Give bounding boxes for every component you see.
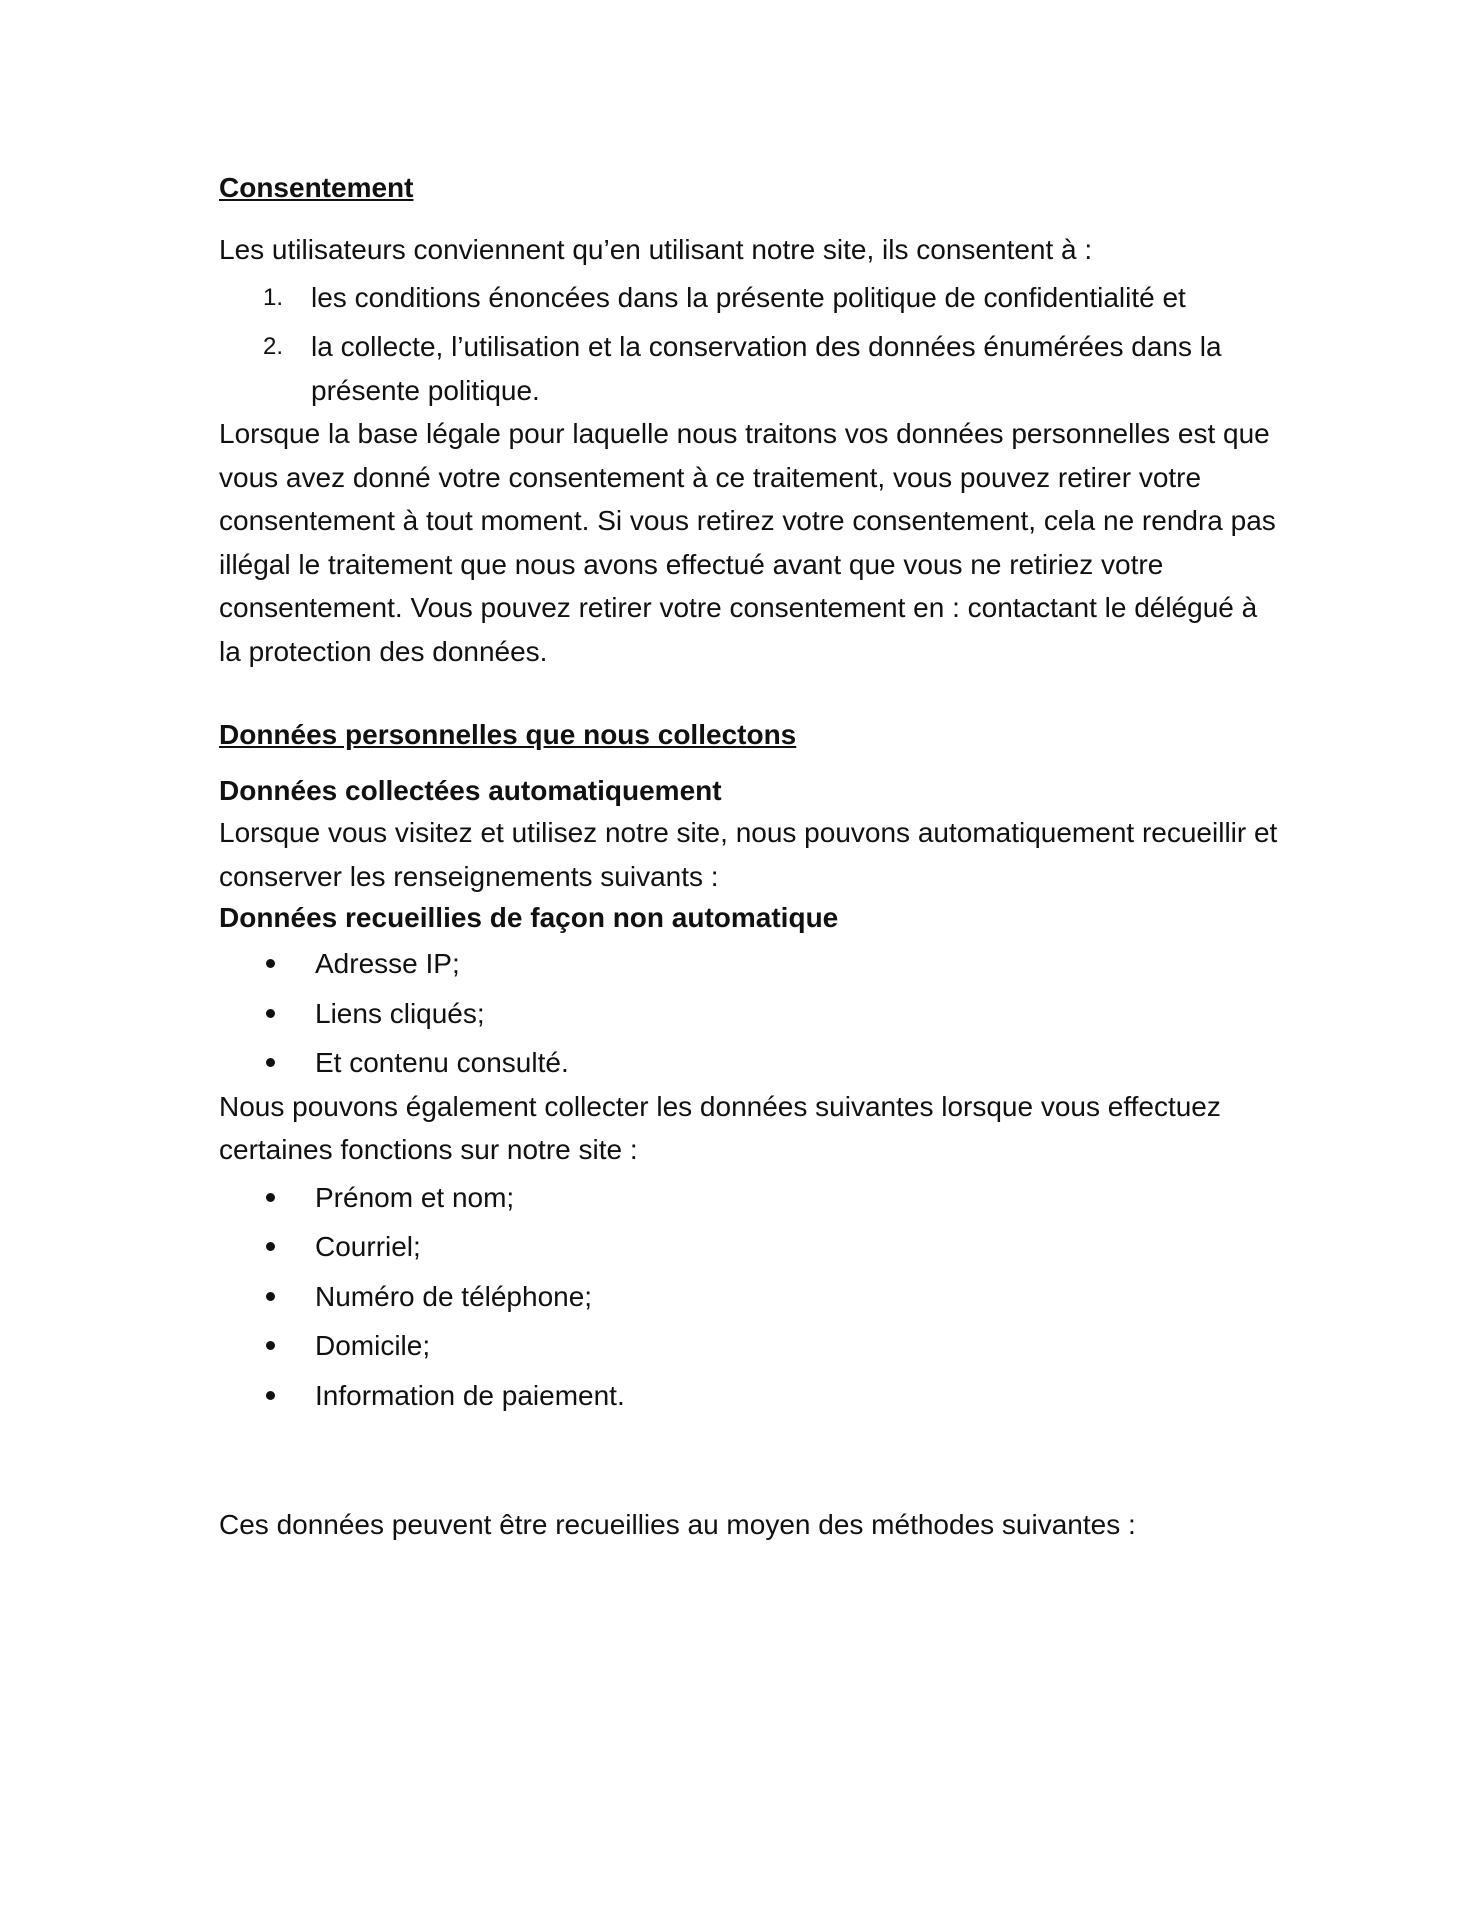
nonauto-data-heading: Données recueillies de façon non automatique [219, 902, 839, 933]
bullet-icon [266, 1242, 275, 1251]
list-item [219, 1275, 1279, 1319]
list-item [219, 942, 1279, 986]
consent-body: Lorsque la base légale pour laquelle nous traitons vos données personnelles est que vous avez donné votre consentement à ce traitement, vous pouvez retirer votre consentement à tout moment. Si vous retirez votre consentement, cela ne rendra pas illégal le traitement que nous avons effectué avant que vous ne retiriez votre consentement. Vous pouvez retirer votre consentement en : contactant le délégué à la protection des données. [219, 418, 1276, 667]
list-item [219, 1225, 1279, 1269]
consent-intro: Les utilisateurs conviennent qu’en utilisant notre site, ils consentent à : [219, 234, 1093, 265]
list-text: Domicile; [315, 1330, 431, 1361]
list-text: Adresse IP; [315, 948, 460, 979]
more-data-text: Nous pouvons également collecter les données suivantes lorsque vous effectuez certaines fonctions sur notre site : [219, 1090, 1221, 1165]
list-number: 1. [263, 283, 284, 311]
consent-list [219, 276, 1279, 413]
list-item [219, 276, 1279, 320]
list-text: Courriel; [315, 1231, 421, 1262]
list-text: la collecte, l’utilisation et la conservation des données énumérées dans la présente politique. [311, 331, 1222, 406]
bullet-icon [266, 1193, 275, 1202]
bullet-icon [266, 1058, 275, 1067]
consent-heading: Consentement [219, 172, 414, 203]
list-item [219, 1176, 1279, 1220]
auto-data-text: Lorsque vous visitez et utilisez notre site, nous pouvons automatiquement recueillir et conserver les renseignements suivants : [219, 817, 1278, 892]
auto-data-heading: Données collectées automatiquement [219, 775, 722, 806]
list-text: Liens cliqués; [315, 997, 485, 1029]
bullet-icon [266, 1391, 275, 1400]
list-item [219, 325, 1279, 412]
auto-data-list [219, 942, 1279, 1085]
list-text: Information de paiement. [315, 1379, 625, 1411]
bullet-icon [266, 1009, 275, 1018]
data-heading: Données personnelles que nous collectons [219, 719, 797, 750]
document-page [219, 168, 1279, 1547]
list-text: les conditions énoncées dans la présente politique de confidentialité et [311, 281, 1186, 313]
list-item [219, 1324, 1279, 1368]
list-number: 2. [263, 333, 284, 360]
list-item [219, 1041, 1279, 1085]
list-item [219, 992, 1279, 1036]
bullet-icon [266, 1341, 275, 1350]
methods-text: Ces données peuvent être recueillies au moyen des méthodes suivantes : [219, 1509, 1136, 1540]
bullet-icon [266, 1292, 275, 1301]
list-text: Prénom et nom; [315, 1181, 515, 1213]
list-text: Et contenu consulté. [315, 1047, 569, 1078]
function-data-list [219, 1176, 1279, 1418]
bullet-icon [266, 959, 275, 968]
list-text: Numéro de téléphone; [315, 1280, 593, 1312]
list-item [219, 1374, 1279, 1418]
